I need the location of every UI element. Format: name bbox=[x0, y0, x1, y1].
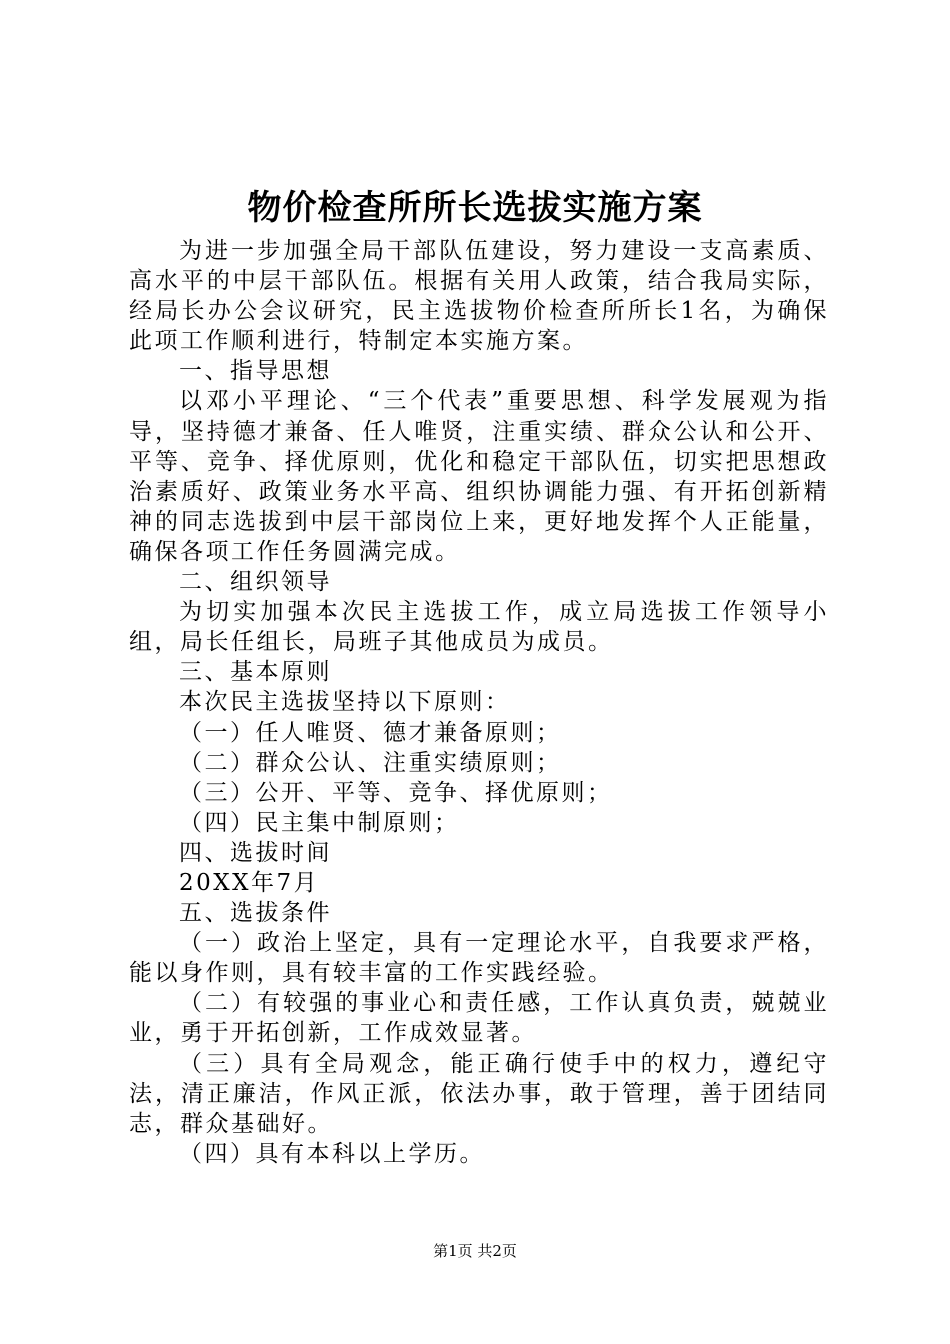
section-heading-time: 四、选拔时间 bbox=[179, 839, 332, 866]
principle-item-1: （一）任人唯贤、德才兼备原则； bbox=[179, 719, 562, 746]
principle-item-3: （三）公开、平等、竞争、择优原则； bbox=[179, 779, 613, 806]
selection-time: 20XX年7月 bbox=[179, 869, 320, 896]
condition-item-4: （四）具有本科以上学历。 bbox=[179, 1140, 485, 1167]
section-heading-conditions: 五、选拔条件 bbox=[179, 900, 332, 927]
condition-item-1: （一）政治上坚定，具有一定理论水平，自我要求严格，能以身作则，具有较丰富的工作实践经验。 bbox=[129, 930, 829, 987]
intro-paragraph: 为进一步加强全局干部队伍建设，努力建设一支高素质、高水平的中层干部队伍。根据有关用人政策，结合我局实际，经局长办公会议研究，民主选拔物价检查所所长1名，为确保此项工作顺利进行，特制定本实施方案。 bbox=[129, 238, 829, 355]
principles-intro: 本次民主选拔坚持以下原则： bbox=[179, 689, 511, 716]
guiding-ideology-paragraph: 以邓小平理论、“三个代表”重要思想、科学发展观为指导，坚持德才兼备、任人唯贤，注重实绩、群众公认和公开、平等、竞争、择优原则，优化和稳定干部队伍，切实把思想政治素质好、政策业务水平高、组织协调能力强、有开拓创新精神的同志选拔到中层干部岗位上来，更好地发挥个人正能量，确保各项工作任务圆满完成。 bbox=[129, 388, 829, 565]
condition-item-2: （二）有较强的事业心和责任感，工作认真负责，兢兢业业，勇于开拓创新，工作成效显著。 bbox=[129, 990, 829, 1047]
principle-item-2: （二）群众公认、注重实绩原则； bbox=[179, 749, 562, 776]
section-heading-guiding-ideology: 一、指导思想 bbox=[179, 358, 332, 385]
section-heading-organization: 二、组织领导 bbox=[179, 569, 332, 596]
page-number: 第1页 共2页 bbox=[433, 1242, 517, 1260]
organization-paragraph: 为切实加强本次民主选拔工作，成立局选拔工作领导小组，局长任组长，局班子其他成员为成员。 bbox=[129, 599, 829, 656]
document-title: 物价检查所所长选拔实施方案 bbox=[247, 188, 703, 228]
section-heading-principles: 三、基本原则 bbox=[179, 659, 332, 686]
document-body bbox=[129, 236, 829, 1169]
principle-item-4: （四）民主集中制原则； bbox=[179, 809, 460, 836]
condition-item-3: （三）具有全局观念，能正确行使手中的权力，遵纪守法，清正廉洁，作风正派，依法办事，敢于管理，善于团结同志，群众基础好。 bbox=[129, 1050, 829, 1137]
